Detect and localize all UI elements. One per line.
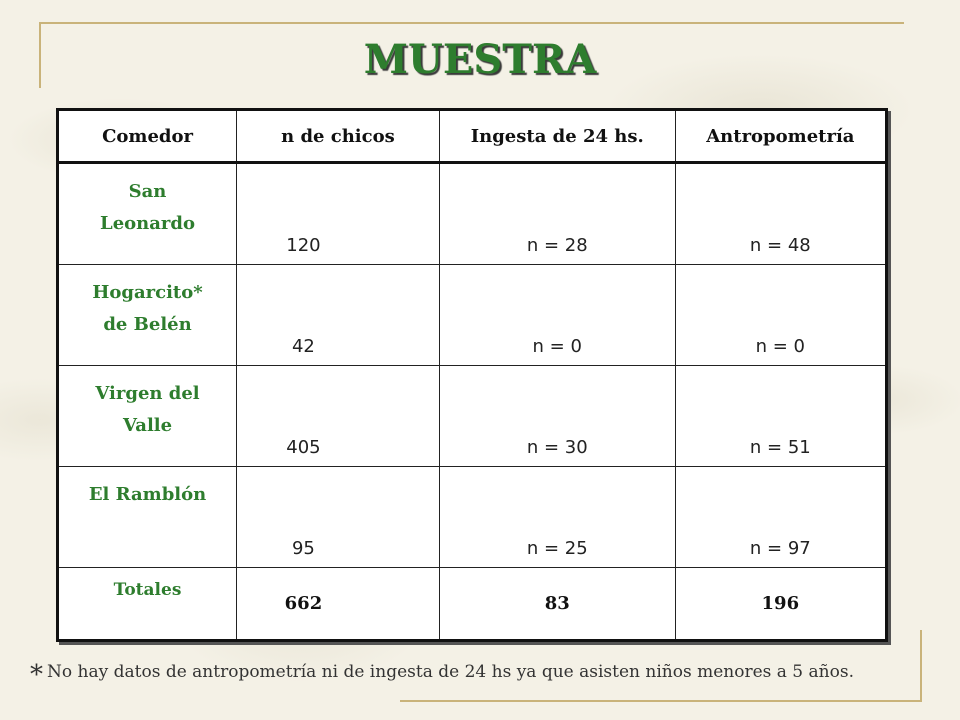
ingesta-value: n = 0 (439, 265, 675, 366)
header-n-chicos: n de chicos (237, 110, 440, 163)
table-row (58, 467, 887, 568)
frame-line-top (40, 22, 904, 24)
totals-n-chicos: 662 (237, 568, 440, 641)
n-chicos-value: 42 (237, 265, 440, 366)
antropometria-value: n = 48 (675, 163, 886, 265)
comedor-name (58, 366, 237, 467)
n-chicos-value: 120 (237, 163, 440, 265)
totals-label: Totales (58, 568, 237, 641)
comedor-name (58, 163, 237, 265)
n-chicos-value: 405 (237, 366, 440, 467)
frame-line-bottom (400, 700, 922, 702)
footnote-asterisk: * (30, 660, 43, 690)
ingesta-value: n = 30 (439, 366, 675, 467)
ingesta-value: n = 28 (439, 163, 675, 265)
totals-ingesta: 83 (439, 568, 675, 641)
table-row (58, 366, 887, 467)
comedor-name (58, 265, 237, 366)
header-antropometria: Antropometría (675, 110, 886, 163)
comedor-name-line2: de Belén (103, 314, 192, 335)
comedor-name-line1: Virgen del (95, 383, 200, 404)
ingesta-value: n = 25 (439, 467, 675, 568)
comedor-name-line2: Leonardo (100, 213, 195, 234)
footnote-text: No hay datos de antropometría ni de ingesta de 24 hs ya que asisten niños menores a 5 años. (47, 662, 854, 682)
frame-line-right (920, 630, 922, 702)
antropometria-value: n = 51 (675, 366, 886, 467)
header-ingesta: Ingesta de 24 hs. (439, 110, 675, 163)
table-header-row (58, 110, 887, 163)
comedor-name-line1: El Ramblón (88, 484, 207, 505)
sample-table (56, 108, 888, 642)
slide-title: MUESTRA (363, 36, 597, 83)
n-chicos-value: 95 (237, 467, 440, 568)
totals-antropometria: 196 (675, 568, 886, 641)
table-row (58, 265, 887, 366)
footnote (30, 660, 910, 690)
comedor-name-line1: Hogarcito* (92, 282, 203, 303)
antropometria-value: n = 0 (675, 265, 886, 366)
totals-row (58, 568, 887, 641)
table-row (58, 163, 887, 265)
antropometria-value: n = 97 (675, 467, 886, 568)
comedor-name (58, 467, 237, 568)
comedor-name-line2: Valle (122, 415, 173, 436)
comedor-name-line1: San (128, 181, 167, 202)
header-comedor: Comedor (58, 110, 237, 163)
